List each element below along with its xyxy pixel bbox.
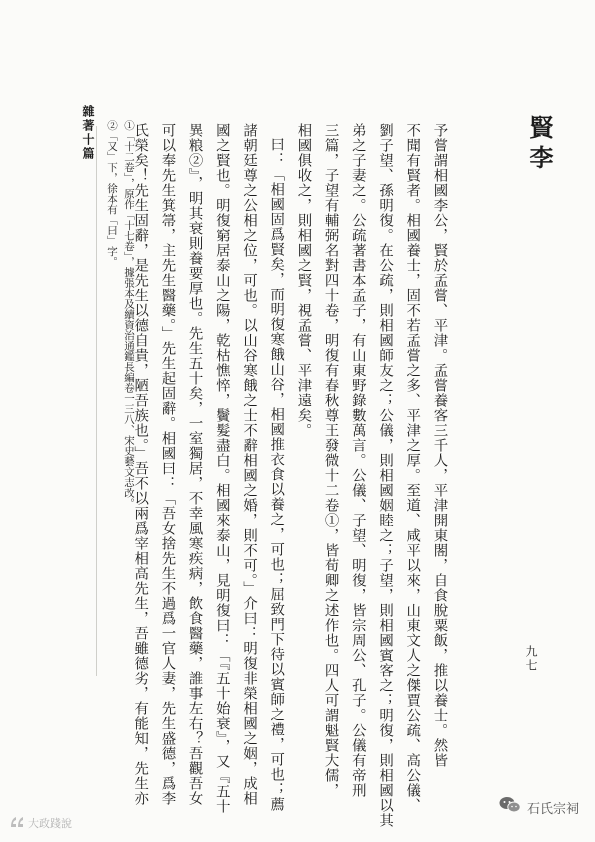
wechat-logo-icon bbox=[499, 796, 521, 818]
watermark-left bbox=[10, 812, 72, 834]
body-line: 可以奉先生箕箒，主先生醫藥。」先生起固辭。相國曰：「吾女捨先生不過爲一官人妻，先生盛德，爲李 bbox=[159, 123, 176, 806]
watermark-left-text: 大政踐說 bbox=[28, 817, 72, 830]
body-line: 曰：「相國固爲賢矣，而明復寒餓山谷，相國推衣食以養之，可也；屈致門下待以賓師之禮，可也；薦 bbox=[268, 137, 285, 812]
body-line: 弟之子妻之。公疏著書本孟子，有山東野錄數萬言。公儀、子望、明復，皆宗周公、孔子。公儀有帝刑 bbox=[349, 123, 366, 798]
footnotes bbox=[103, 120, 137, 570]
body-line: 予嘗謂相國李公，賢於孟嘗、平津。孟嘗養客三千人，平津開東閤，自食脫粟飯，推以養士。然皆 bbox=[431, 123, 448, 768]
page-number: 九七 bbox=[524, 645, 538, 673]
body-line: 異粮②』，明其衰則養要厚也。先生五十矣，一室獨居，不幸風寒疾病，飲食醫藥，誰事左右？吾觀吾女 bbox=[186, 123, 203, 806]
page-title: 賢李 bbox=[525, 115, 554, 175]
body-line: 三篇，子望有輔弼名對四十卷，明復有春秋尊王發微十二卷①，皆荀卿之述作也。四人可謂魁賢大儒， bbox=[322, 123, 339, 798]
watermark-right bbox=[499, 795, 579, 819]
footnote-2: ②「又」下，徐本有「曰」字。 bbox=[106, 120, 118, 267]
quote-logo-icon bbox=[10, 816, 24, 831]
body-line: 不聞有賢者。相國養士，固不若孟嘗之多、平津之厚。至道、咸平以來，山東文人之傑賈公疏、高公儀、 bbox=[404, 123, 421, 813]
body-line: 相國俱收之，則相國之賢，視孟嘗、平津遠矣。 bbox=[295, 123, 312, 438]
watermark-right-text: 石氏宗祠 bbox=[526, 801, 579, 817]
body-line: 諸朝廷尊之公相之位，可也。以山谷寒餓之士不辭相國之婚，則不可。」介曰：明復非榮相國之姻，成相 bbox=[241, 123, 258, 806]
footnote-divider bbox=[96, 126, 97, 676]
body-line: 劉子望、孫明復。在公疏，則相國師友之；公儀，則相國姻睦之；子望，則相國賓客之；明復，則相國以其 bbox=[377, 123, 394, 828]
body-line: 國之賢也。明復窮居泰山之陽，乾枯憔悴，鬢髮盡白。相國來泰山，見明復曰：「『五十始衰』，又『五十 bbox=[213, 123, 230, 814]
running-title: 雜著十篇 bbox=[81, 105, 95, 161]
body-text bbox=[126, 123, 452, 828]
body-line: 氏榮矣！先生固辭，是先生以德自貴，陋吾族也。」吾不以兩爲宰相高先生，吾雖德劣，有能知，先生亦 bbox=[132, 123, 149, 806]
footnote-1: ①「十二卷」，原作「十七卷」，據張本及續資治通鑑長編卷一三八、宋史藝文志改。 bbox=[123, 120, 135, 509]
